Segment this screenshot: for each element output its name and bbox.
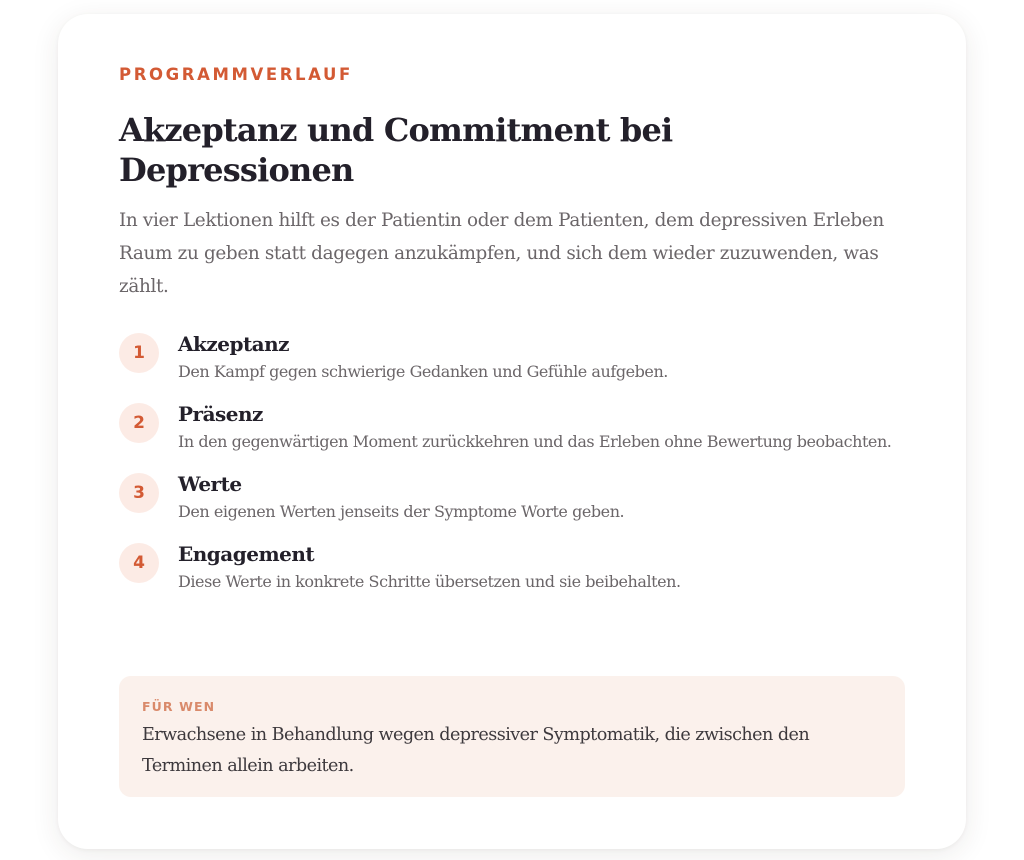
lesson-description: In den gegenwärtigen Moment zurückkehren und das Erleben ohne Bewertung beobachten. [178, 432, 892, 451]
lesson-item-2 [119, 400, 905, 456]
lesson-description: Diese Werte in konkrete Schritte übersetzen und sie beibehalten. [178, 572, 681, 591]
audience-label: FÜR WEN [142, 699, 216, 714]
audience-text: Erwachsene in Behandlung wegen depressiver Symptomatik, die zwischen den Terminen allein arbeiten. [142, 725, 810, 776]
lesson-title: Werte [178, 472, 242, 496]
lesson-list [119, 330, 905, 596]
lesson-item-3 [119, 470, 905, 526]
program-title: Akzeptanz und Commitment bei Depressionen [119, 111, 673, 189]
lesson-number-badge: 1 [119, 333, 159, 373]
lesson-number-badge: 4 [119, 543, 159, 583]
lesson-content [178, 470, 905, 526]
lesson-number-badge: 2 [119, 403, 159, 443]
lesson-item-1 [119, 330, 905, 386]
lesson-description: Den Kampf gegen schwierige Gedanken und Gefühle aufgeben. [178, 362, 668, 381]
section-eyebrow: PROGRAMMVERLAUF [119, 65, 353, 84]
lesson-item-4 [119, 540, 905, 596]
lesson-content [178, 400, 905, 456]
program-intro: In vier Lektionen hilft es der Patientin oder dem Patienten, dem depressiven Erleben Raum zu geben statt dagegen anzukämpfen, und sich dem wieder zuzuwenden, was zählt. [119, 210, 884, 297]
lesson-title: Engagement [178, 542, 315, 566]
lesson-title: Präsenz [178, 402, 263, 426]
lesson-number-badge: 3 [119, 473, 159, 513]
lesson-content [178, 330, 905, 386]
lesson-description: Den eigenen Werten jenseits der Symptome Worte geben. [178, 502, 625, 521]
lesson-content [178, 540, 905, 596]
audience-box [119, 676, 905, 797]
program-card [58, 14, 966, 849]
lesson-title: Akzeptanz [178, 332, 290, 356]
